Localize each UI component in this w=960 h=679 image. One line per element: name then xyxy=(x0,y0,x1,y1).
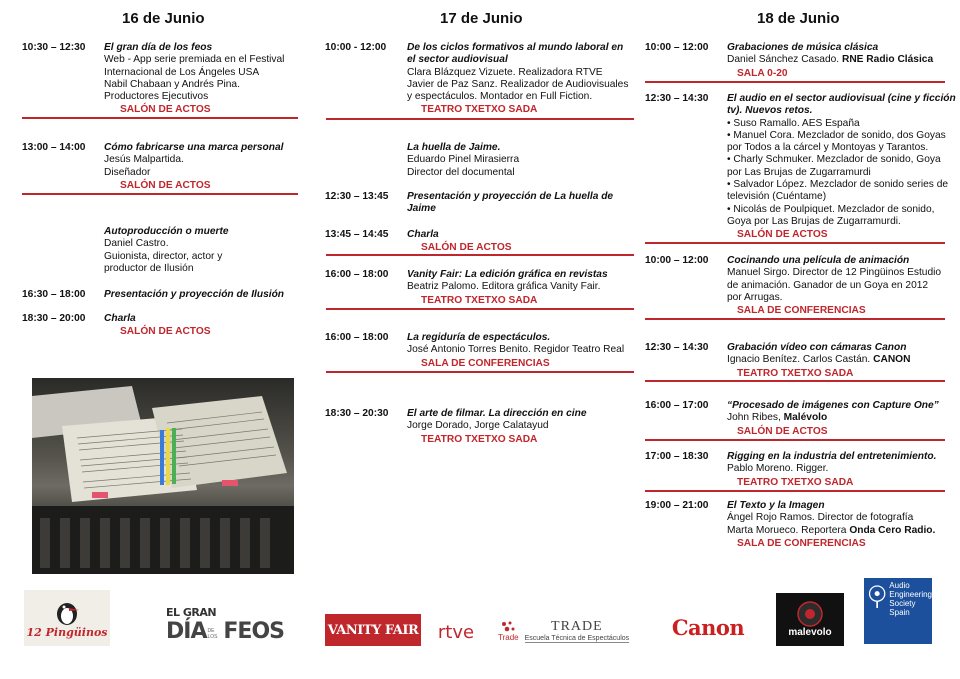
logo-12-pinguinos-text: 12 Pingüinos xyxy=(26,625,108,639)
event-time: 13:45 – 14:45 xyxy=(325,229,389,240)
event-detail: • Charly Schmuker. Mezclador de sonido, Goya xyxy=(727,154,941,166)
event-detail-text: Marta Morueco. Reportera xyxy=(727,524,850,536)
logo-canon xyxy=(664,612,752,642)
event-title: Cómo fabricarse una marca personal xyxy=(104,142,284,153)
event-title: Grabaciones de música clásica xyxy=(727,42,879,53)
event-title: El Texto y la Imagen xyxy=(727,500,825,511)
event-time: 19:00 – 21:00 xyxy=(645,500,709,511)
event-body xyxy=(727,500,945,550)
event-body xyxy=(104,289,302,301)
event-title: Presentación y proyección de Ilusión xyxy=(104,289,285,300)
event-venue: SALÓN DE ACTOS xyxy=(421,242,512,254)
logo-trade xyxy=(498,616,636,646)
event-title: El gran día de los feos xyxy=(104,42,213,53)
malevolo-emblem-icon xyxy=(795,601,825,627)
event-body xyxy=(407,191,635,216)
divider xyxy=(645,81,945,83)
event-detail-text: John Ribes, xyxy=(727,412,784,424)
logo-aes-spain xyxy=(864,578,932,644)
event-time: 10:00 – 12:00 xyxy=(645,42,709,53)
event-detail: • Salvador López. Mezclador de sonido series de xyxy=(727,179,949,191)
logo-vanity-fair xyxy=(325,614,421,646)
event-body xyxy=(104,313,302,339)
event-venue: TEATRO TXETXO SADA xyxy=(737,476,854,488)
event-detail-bold: RNE Radio Clásica xyxy=(841,54,934,66)
event-venue: TEATRO TXETXO SADA xyxy=(421,433,538,445)
event-detail: Diseñador xyxy=(104,166,151,178)
event-time: 10:30 – 12:30 xyxy=(22,42,86,53)
event-venue: SALÓN DE ACTOS xyxy=(120,326,211,338)
event-time: 16:30 – 18:00 xyxy=(22,289,86,300)
event-detail: Beatriz Palomo. Editora gráfica Vanity Fair. xyxy=(407,281,601,293)
event-detail-bold: CANON xyxy=(873,354,911,366)
event-title: el sector audiovisual xyxy=(407,54,508,66)
event-time: 10:00 - 12:00 xyxy=(325,42,387,53)
event-time: 18:30 – 20:30 xyxy=(325,408,389,419)
event-detail xyxy=(727,354,945,366)
event-detail xyxy=(727,412,945,424)
event-body xyxy=(104,142,302,192)
event-body xyxy=(407,332,635,370)
event-body xyxy=(727,400,945,438)
event-venue: SALÓN DE ACTOS xyxy=(120,104,211,116)
event-body xyxy=(727,42,945,80)
event-venue: SALA DE CONFERENCIAS xyxy=(737,537,866,549)
event-detail: Daniel Castro. xyxy=(104,238,169,250)
event-detail: por Todos a la cárcel y Montoyas y Tarantos. xyxy=(727,142,929,154)
event-venue: SALA 0-20 xyxy=(737,67,788,79)
event-detail: Goya por Las Brujas de Zugarramurdi. xyxy=(727,215,901,227)
event-time: 10:00 – 12:00 xyxy=(645,255,709,266)
event-detail: de animación. Ganador de un Goya en 2012 xyxy=(727,279,929,291)
event-detail: productor de Ilusión xyxy=(104,262,194,274)
event-venue: TEATRO TXETXO SADA xyxy=(421,294,538,306)
day-title-18: 18 de Junio xyxy=(757,10,840,27)
event-detail: Jorge Dorado, Jorge Calatayud xyxy=(407,420,549,432)
event-title: Charla xyxy=(407,229,439,240)
event-detail: por Las Brujas de Zugarramurdi xyxy=(727,166,871,178)
event-detail: Director del documental xyxy=(407,166,515,178)
event-title: Presentación y proyección de La huella de xyxy=(407,191,614,202)
logo-el-gran-dia-de-los-feos xyxy=(166,602,284,648)
event-detail: Internacional de Los Ángeles USA xyxy=(104,66,260,78)
event-venue: TEATRO TXETXO SADA xyxy=(737,367,854,379)
event-detail: televisión (Cuéntame) xyxy=(727,191,827,203)
event-title: Cocinando una película de animación xyxy=(727,255,910,266)
divider xyxy=(326,254,634,256)
score-photo xyxy=(32,378,294,574)
event-detail: Guionista, director, actor y xyxy=(104,250,223,262)
event-venue: SALÓN DE ACTOS xyxy=(120,179,211,191)
event-detail-bold: Malévolo xyxy=(783,412,828,424)
event-title: El audio en el sector audiovisual (cine y ficción xyxy=(727,93,956,104)
event-time: 12:30 – 13:45 xyxy=(325,191,389,202)
logo-feos-delos: DE LOS xyxy=(207,628,218,640)
aes-emblem-icon xyxy=(867,582,887,612)
logo-malevolo-text: malevolo xyxy=(788,627,832,638)
divider xyxy=(326,118,634,120)
logo-trade-word: Trade xyxy=(498,632,519,642)
event-detail: Jesús Malpartida. xyxy=(104,154,184,166)
event-title: Autoproducción o muerte xyxy=(104,226,229,237)
event-detail: por Arrugas. xyxy=(727,291,783,303)
event-detail: • Nicolás de Poulpiquet. Mezclador de sonido, xyxy=(727,203,935,215)
trade-dots-icon xyxy=(501,621,515,633)
logo-rtve-text: rtve xyxy=(437,621,475,643)
event-detail: José Antonio Torres Benito. Regidor Teatro Real xyxy=(407,344,625,356)
event-detail-bold: Onda Cero Radio. xyxy=(849,524,936,536)
event-time: 18:30 – 20:00 xyxy=(22,313,86,324)
event-body xyxy=(727,451,945,489)
logo-canon-text: Canon xyxy=(671,614,745,640)
event-detail: Eduardo Pinel Mirasierra xyxy=(407,154,520,166)
event-venue: TEATRO TXETXO SADA xyxy=(421,104,538,116)
event-venue: SALA DE CONFERENCIAS xyxy=(737,305,866,317)
event-title: La regiduría de espectáculos. xyxy=(407,332,551,343)
logo-malevolo xyxy=(776,593,844,646)
event-body xyxy=(407,142,635,179)
event-title: La huella de Jaime. xyxy=(407,142,501,153)
event-body xyxy=(407,269,635,307)
event-body xyxy=(104,42,302,117)
divider xyxy=(22,117,298,119)
event-body xyxy=(727,255,945,317)
event-detail: y espectáculos. Montador en Full Fiction. xyxy=(407,91,593,103)
event-detail xyxy=(727,525,945,537)
event-detail xyxy=(727,54,945,66)
event-title: tv). Nuevos retos. xyxy=(727,105,813,117)
event-title: De los ciclos formativos al mundo laboral en xyxy=(407,42,624,53)
event-title: “Procesado de imágenes con Capture One” xyxy=(727,400,939,411)
day-title-16: 16 de Junio xyxy=(122,10,205,27)
event-venue: SALA DE CONFERENCIAS xyxy=(421,357,550,369)
event-detail: Pablo Moreno. Rigger. xyxy=(727,463,829,475)
event-detail: • Manuel Cora. Mezclador de sonido, dos Goyas xyxy=(727,129,946,141)
event-detail-text: Ignacio Benítez. Carlos Castán. xyxy=(727,354,874,366)
logo-aes-line: Audio xyxy=(889,581,910,590)
event-body xyxy=(104,226,302,275)
event-time: 17:00 – 18:30 xyxy=(645,451,709,462)
event-title: Rigging en la industria del entretenimiento. xyxy=(727,451,937,462)
event-title: Charla xyxy=(104,313,136,324)
divider xyxy=(645,242,945,244)
divider xyxy=(645,439,945,441)
sheet-music-illustration xyxy=(32,378,294,574)
event-title: El arte de filmar. La dirección en cine xyxy=(407,408,587,419)
event-detail: Productores Ejecutivos xyxy=(104,91,209,103)
divider xyxy=(22,193,298,195)
event-detail: Javier de Paz Sanz. Realizador de Audiovisuales xyxy=(407,78,629,90)
logo-trade-title: TRADE xyxy=(551,619,603,634)
logo-aes-line: Spain xyxy=(889,608,910,617)
logo-vanity-fair-text: VANITY FAIR xyxy=(327,622,419,638)
event-body xyxy=(407,42,635,117)
day-title-17: 17 de Junio xyxy=(440,10,523,27)
event-time: 13:00 – 14:00 xyxy=(22,142,86,153)
event-title: Jaime xyxy=(407,203,436,215)
event-body xyxy=(407,408,635,446)
event-venue: SALÓN DE ACTOS xyxy=(737,425,828,437)
event-title: Vanity Fair: La edición gráfica en revistas xyxy=(407,269,608,280)
event-body xyxy=(407,229,635,255)
divider xyxy=(326,308,634,310)
event-venue: SALÓN DE ACTOS xyxy=(737,229,828,241)
event-detail: Web - App serie premiada en el Festival xyxy=(104,54,285,66)
event-detail: Nabil Chabaan y Andrés Pina. xyxy=(104,78,240,90)
logo-feos-dia: DÍA xyxy=(166,619,207,644)
logo-feos-feos: FEOS xyxy=(223,619,284,644)
logo-aes-line: Society xyxy=(889,599,916,608)
logo-aes-line: Engineering xyxy=(889,590,932,599)
event-detail: Manuel Sirgo. Director de 12 Pingüinos Estudio xyxy=(727,267,942,279)
event-detail: • Suso Ramallo. AES España xyxy=(727,117,860,129)
event-time: 12:30 – 14:30 xyxy=(645,93,709,104)
penguin-icon xyxy=(47,598,87,626)
logo-rtve xyxy=(434,620,478,644)
divider xyxy=(645,490,945,492)
event-detail: Ángel Rojo Ramos. Director de fotografía xyxy=(727,512,914,524)
event-time: 16:00 – 18:00 xyxy=(325,332,389,343)
event-body xyxy=(727,93,956,242)
event-detail: Clara Blázquez Vizuete. Realizadora RTVE xyxy=(407,66,603,78)
logo-feos-top: EL GRAN xyxy=(166,606,217,619)
event-body xyxy=(727,342,945,380)
event-time: 16:00 – 17:00 xyxy=(645,400,709,411)
divider xyxy=(645,380,945,382)
divider xyxy=(326,371,634,373)
logo-trade-subtitle: Escuela Técnica de Espectáculos xyxy=(524,635,630,642)
logo-12-pinguinos xyxy=(24,590,110,646)
divider xyxy=(645,318,945,320)
event-time: 12:30 – 14:30 xyxy=(645,342,709,353)
event-title: Grabación vídeo con cámaras Canon xyxy=(727,342,907,353)
event-detail-text: Daniel Sánchez Casado. xyxy=(727,54,842,66)
event-time: 16:00 – 18:00 xyxy=(325,269,389,280)
